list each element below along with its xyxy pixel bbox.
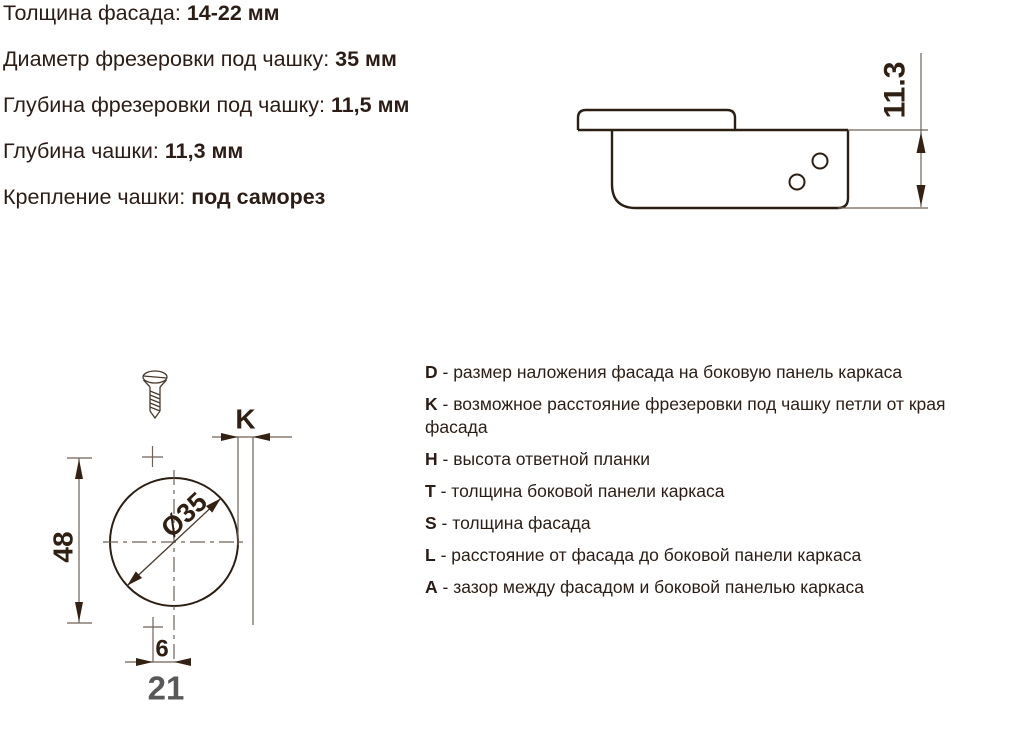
legend-separator: - [437,577,454,597]
legend-entry-D [425,361,985,384]
legend-text: толщина фасада [452,513,591,533]
legend-separator: - [437,394,454,414]
cup-screw-hole [813,154,828,169]
spec-label: Глубина фрезеровки под чашку: [3,93,325,117]
legend-separator: - [437,449,454,469]
spec-milling-depth [3,82,523,128]
arrow-right-icon [136,658,153,666]
legend-entry-K [425,393,985,439]
legend-separator: - [436,513,453,533]
legend-entry-A [425,576,985,599]
legend-letter: A [425,577,438,597]
dimension-label-center-distance: 21 [147,669,185,707]
spec-value: 35 мм [335,47,397,71]
arrow-up-icon [75,459,83,479]
drilling-pattern-drawing [30,355,320,710]
legend-separator: - [435,545,452,565]
dimension-label-diameter: Ø35 [155,486,213,544]
legend-entry-T [425,480,985,503]
spec-value: под саморез [191,185,326,209]
legend-separator: - [437,362,454,382]
arrow-down-icon [75,602,83,622]
cup-body-outline [612,130,848,208]
spec-label: Диаметр фрезеровки под чашку: [3,47,330,71]
legend-letter: L [425,545,436,565]
legend-entry-S [425,512,985,535]
screw-icon [143,371,167,418]
cup-screw-hole [790,175,805,190]
spec-cup-depth [3,128,523,174]
legend-text: размер наложения фасада на боковую панель каркаса [453,362,903,382]
legend-text: возможное расстояние фрезеровки под чашку петли от края фасада [425,394,946,437]
spec-list [3,0,523,220]
legend-letter: K [425,394,438,414]
hinge-cup-side-view-drawing [560,40,960,220]
spec-cup-mounting [3,174,523,220]
spec-value: 11,5 мм [330,93,410,117]
screw-hole-cross-top [142,446,163,467]
spec-cup-diameter [3,36,523,82]
legend-separator: - [435,481,452,501]
dimension-edge-distance [212,404,292,626]
legend-text: зазор между фасадом и боковой панелью каркаса [453,577,865,597]
dimension-label-depth: 11.3 [878,61,912,119]
legend-letter: S [425,513,437,533]
spec-facade-thickness [3,0,523,36]
legend-text: высота ответной планки [453,449,650,469]
arrow-up-icon [917,132,926,153]
dimension-label-offset: 6 [155,635,169,663]
spec-label: Крепление чашки: [3,185,186,209]
arrow-down-icon [917,185,926,206]
arrow-left-icon [174,658,191,666]
spec-value: 11,3 мм [164,139,244,163]
legend-entry-L [425,544,985,567]
spec-label: Толщина фасада: [3,1,181,25]
legend-text: расстояние от фасада до боковой панели каркаса [451,545,862,565]
legend-text: толщина боковой панели каркаса [451,481,725,501]
legend-letter: H [425,449,438,469]
legend-letter: T [425,481,436,501]
legend-entry-H [425,448,985,471]
cup-flange-outline [578,110,735,130]
legend [425,361,985,608]
spec-value: 14-22 мм [186,1,280,25]
dimension-label-hole-spacing: 48 [47,531,79,563]
legend-letter: D [425,362,438,382]
dimension-label-edge-distance: K [235,403,256,435]
spec-label: Глубина чашки: [3,139,159,163]
dimension-hole-spacing [48,458,93,623]
dimension-offset [125,636,191,667]
